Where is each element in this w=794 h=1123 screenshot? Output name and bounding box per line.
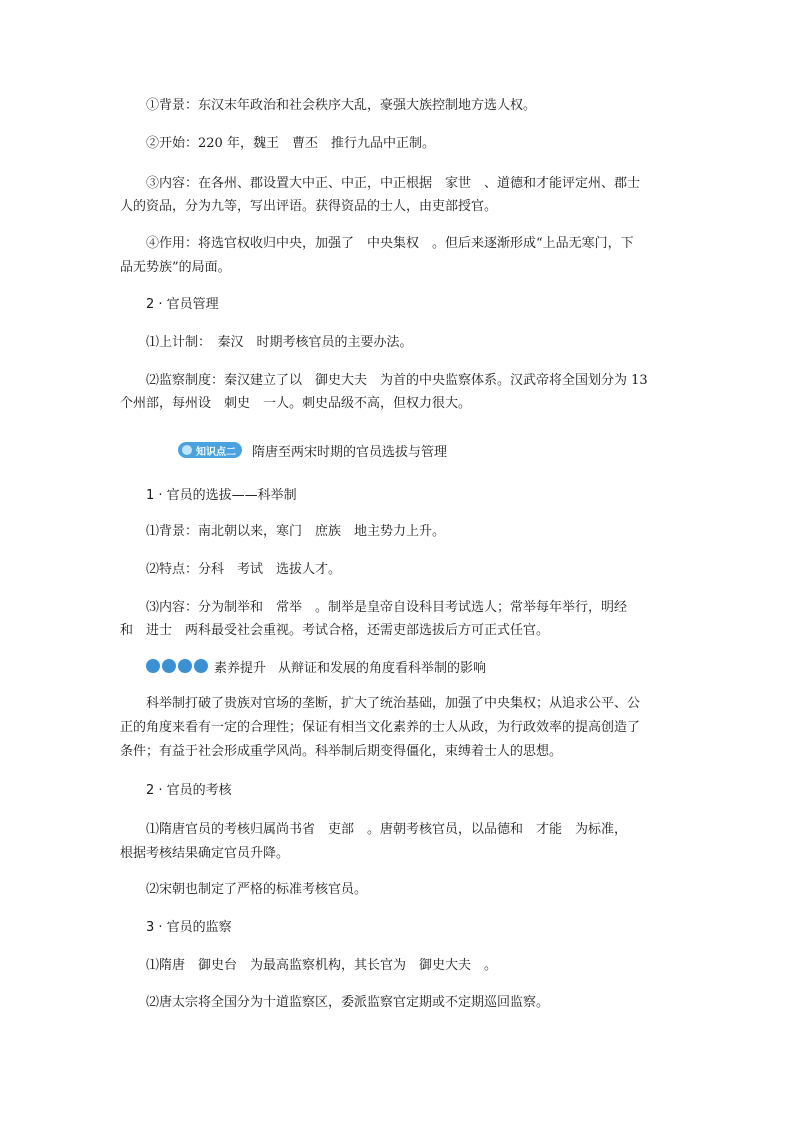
assessment-song: ⑵宋朝也制定了严格的标准考核官员。 — [146, 882, 368, 897]
supervision-line-1: ⑵监察制度：秦汉建立了以 御史大夫 为首的中央监察体系。汉武帝将全国划分为 13 — [146, 373, 648, 388]
supervision-taizong: ⑵唐太宗将全国分为十道监察区，委派监察官定期或不定期巡回监察。 — [146, 995, 550, 1010]
background-line: ①背景：东汉末年政治和社会秩序大乱，豪强大族控制地方选人权。 — [146, 98, 537, 113]
shangji-line: ⑴上计制： 秦汉 时期考核官员的主要办法。 — [146, 335, 413, 350]
effect-line-2: 品无势族”的局面。 — [120, 260, 231, 275]
badge-circle-icon — [182, 445, 192, 455]
literacy-line-1: 科举制打破了贵族对官场的垄断，扩大了统治基础，加强了中央集权；从追求公平、公 — [146, 696, 641, 711]
blue-dot-icon — [194, 659, 208, 673]
supervision-sui-tang: ⑴隋唐 御史台 为最高监察机构，其长官为 御史大夫 。 — [146, 958, 498, 973]
supervision-line-2: 个州部，每州设 刺史 一人。刺史品级不高，但权力很大。 — [120, 396, 472, 411]
start-line: ②开始：220 年，魏王 曹丕 推行九品中正制。 — [146, 136, 435, 151]
heading-official-management: 2 · 官员管理 — [146, 297, 219, 312]
literacy-line-2: 正的角度来看有一定的合理性；保证有相当文化素养的士人从政，为行政效率的提高创造了 — [120, 720, 641, 735]
knowledge-title: 隋唐至两宋时期的官员选拔与管理 — [252, 444, 448, 460]
assessment-line-1: ⑴隋唐官员的考核归属尚书省 吏部 。唐朝考核官员，以品德和 才能 为标准， — [146, 822, 628, 837]
heading-assessment: 2 · 官员的考核 — [146, 783, 232, 798]
heading-supervision: 3 · 官员的监察 — [146, 920, 232, 935]
assessment-line-2: 根据考核结果确定官员升降。 — [120, 846, 290, 861]
blue-dot-icon — [162, 659, 176, 673]
keju-feature: ⑵特点：分科 考试 选拔人才。 — [146, 562, 342, 577]
blue-dot-icon — [146, 659, 160, 673]
knowledge-badge: 知识点二 — [178, 442, 242, 458]
literacy-title: 从辩证和发展的角度看科举制的影响 — [278, 660, 487, 676]
content-line-2: 人的资品，分为九等，写出评语。获得资品的士人，由吏部授官。 — [120, 199, 498, 214]
effect-line-1: ④作用：将选官权收归中央，加强了 中央集权 。但后来逐渐形成“上品无寒门，下 — [146, 236, 634, 251]
keju-content-2: 和 进士 两科最受社会重视。考试合格，还需吏部选拔后方可正式任官。 — [120, 623, 550, 638]
literacy-header — [146, 656, 486, 676]
blue-dot-icon — [178, 659, 192, 673]
literacy-line-3: 条件；有益于社会形成重学风尚。科举制后期变得僵化，束缚着士人的思想。 — [120, 744, 563, 759]
keju-content-1: ⑶内容：分为制举和 常举 。制举是皇帝自设科目考试选人；常举每年举行，明经 — [146, 600, 628, 615]
literacy-label: 素养提升 — [214, 660, 267, 676]
keju-background: ⑴背景：南北朝以来，寒门 庶族 地主势力上升。 — [146, 524, 446, 539]
heading-keju: 1 · 官员的选拔——科举制 — [146, 488, 297, 503]
content-line-1: ③内容：在各州、郡设置大中正、中正，中正根据 家世 、道德和才能评定州、郡士 — [146, 176, 641, 191]
knowledge-point-header — [178, 440, 447, 460]
